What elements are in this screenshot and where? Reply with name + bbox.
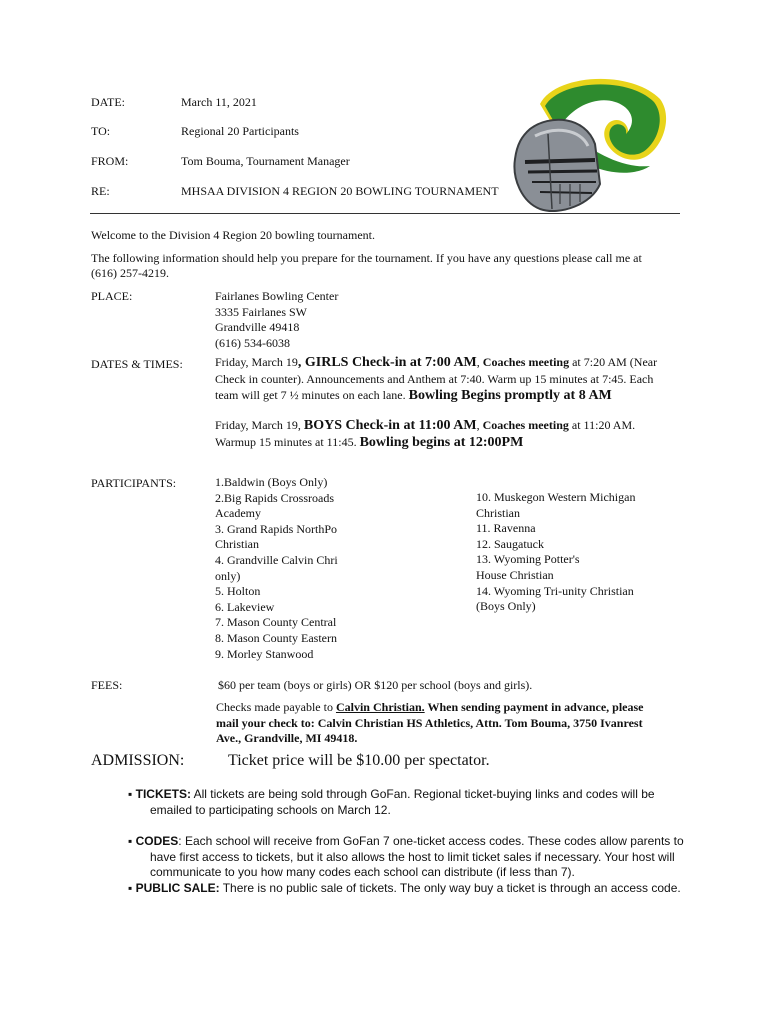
re-label: RE: [91, 184, 110, 198]
participant-line: 3. Grand Rapids NorthPo [215, 521, 337, 536]
place-street: 3335 Fairlanes SW [215, 304, 307, 319]
participant-line: 2.Big Rapids Crossroads [215, 490, 335, 505]
fees-payment-instructions [216, 700, 686, 747]
participant-line: 14. Wyoming Tri-unity Christian [476, 583, 634, 598]
participant-line: only) [215, 568, 241, 583]
participants-right-column [476, 490, 635, 615]
bullet-square-icon: ▪ [128, 880, 133, 895]
participant-line: 11. Ravenna [476, 521, 536, 536]
info-text-line1: The following information should help you prepare for the tournament. If you have any questions please call me at [91, 251, 642, 265]
girls-line1-rest: at 7:20 AM (Near [569, 355, 658, 369]
participant-line: 12. Saugatuck [476, 536, 544, 551]
codes-body: : Each school will receive from GoFan 7 one-ticket access codes. These codes allow parents to have first access to tickets, but it also allows the host to limit ticket sales if necessary. Your host will communicate to you how many codes each school can distribute (if less than 7). [150, 834, 684, 879]
bullet-square-icon: ▪ [128, 787, 133, 801]
dates-label: DATES & TIMES: [91, 357, 183, 371]
from-value: Tom Bouma, Tournament Manager [181, 154, 350, 168]
codes-heading: CODES [135, 834, 179, 848]
tickets-heading: TICKETS: [135, 787, 191, 801]
participant-line: 1.Baldwin (Boys Only) [215, 475, 328, 489]
list-item [128, 787, 688, 818]
list-item [128, 834, 688, 881]
girls-coaches: Coaches meeting [482, 355, 570, 369]
boys-schedule [215, 417, 685, 451]
boys-coaches: Coaches meeting [482, 418, 569, 432]
welcome-text: Welcome to the Division 4 Region 20 bowling tournament. [91, 228, 375, 242]
to-label: TO: [91, 124, 111, 138]
fees-label: FEES: [91, 678, 123, 692]
participant-line: 5. Holton [215, 584, 261, 599]
admission-price: Ticket price will be $10.00 per spectator. [228, 752, 490, 769]
participant-line: 10. Muskegon Western Michigan [476, 490, 636, 504]
participants-label: PARTICIPANTS: [91, 476, 177, 490]
participant-line: 6. Lakeview [215, 599, 275, 614]
payee-name: Calvin Christian. [335, 700, 425, 714]
bullet-square-icon: ▪ [128, 834, 133, 848]
info-text-line2: (616) 257-4219. [91, 266, 169, 280]
boys-checkin: BOYS Check-in at 11:00 AM [303, 418, 477, 433]
participant-line: (Boys Only) [476, 599, 536, 614]
participant-line: Academy [215, 506, 261, 521]
advance-line3: Ave., Grandville, MI 49418. [216, 731, 358, 745]
place-address [215, 289, 338, 351]
knight-helmet-logo [500, 74, 670, 224]
participant-line: 9. Morley Stanwood [215, 646, 314, 661]
boys-begins: Bowling begins at 12:00PM [359, 435, 524, 450]
girls-line2: Check in counter). Announcements and Anthem at 7:40. Warm up 15 minutes at 7:45. Each [215, 372, 654, 386]
boys-sep: , [476, 418, 483, 432]
participant-line: 8. Mason County Eastern [215, 630, 337, 645]
participant-line: Christian [215, 537, 259, 552]
to-value: Regional 20 Participants [181, 124, 299, 138]
advance-line1: When sending payment in advance, please [424, 700, 644, 714]
participant-line: Christian [476, 505, 520, 520]
public-sale-body: There is no public sale of tickets. The only way buy a ticket is through an access code. [219, 880, 681, 895]
place-phone: (616) 534-6038 [215, 335, 290, 350]
checks-prefix: Checks made payable to [216, 700, 336, 714]
boys-day: Friday, March 19, [215, 418, 304, 432]
advance-line2: mail your check to: Calvin Christian HS Athletics, Attn. Tom Bouma, 3750 Ivanrest [216, 715, 643, 730]
header-divider [90, 213, 680, 214]
girls-line3: team will get 7 ½ minutes on each lane. [215, 388, 409, 402]
girls-begins: Bowling Begins promptly at 8 AM [408, 388, 612, 403]
tickets-body: All tickets are being sold through GoFan. Regional ticket-buying links and codes will be emailed to participating schools on March 12. [150, 787, 655, 817]
list-item [128, 881, 688, 897]
public-sale-heading: PUBLIC SALE: [135, 880, 220, 895]
girls-sep: , [476, 355, 483, 369]
from-label: FROM: [91, 154, 129, 168]
place-city: Grandville 49418 [215, 320, 300, 335]
admission-label: ADMISSION: [91, 752, 185, 769]
place-label: PLACE: [91, 289, 133, 303]
boys-line2: Warmup 15 minutes at 11:45. [215, 435, 360, 449]
participants-left-column [215, 475, 355, 662]
re-value: MHSAA DIVISION 4 REGION 20 BOWLING TOURNAMENT [181, 184, 499, 198]
place-venue: Fairlanes Bowling Center [215, 289, 339, 303]
participant-line: 13. Wyoming Potter's [476, 552, 580, 567]
boys-line1-rest: at 11:20 AM. [568, 418, 636, 432]
girls-schedule [215, 354, 685, 404]
date-value: March 11, 2021 [181, 95, 257, 109]
participant-line: 7. Mason County Central [215, 615, 337, 630]
date-label: DATE: [91, 95, 125, 109]
girls-day: Friday, March 19 [215, 355, 298, 369]
participant-line: House Christian [476, 567, 554, 582]
girls-checkin: , GIRLS Check-in at 7:00 AM [297, 355, 477, 370]
participant-line: 4. Grandville Calvin Chri [215, 552, 338, 567]
ticket-info-list [128, 787, 688, 896]
fees-amount: $60 per team (boys or girls) OR $120 per school (boys and girls). [218, 678, 533, 692]
